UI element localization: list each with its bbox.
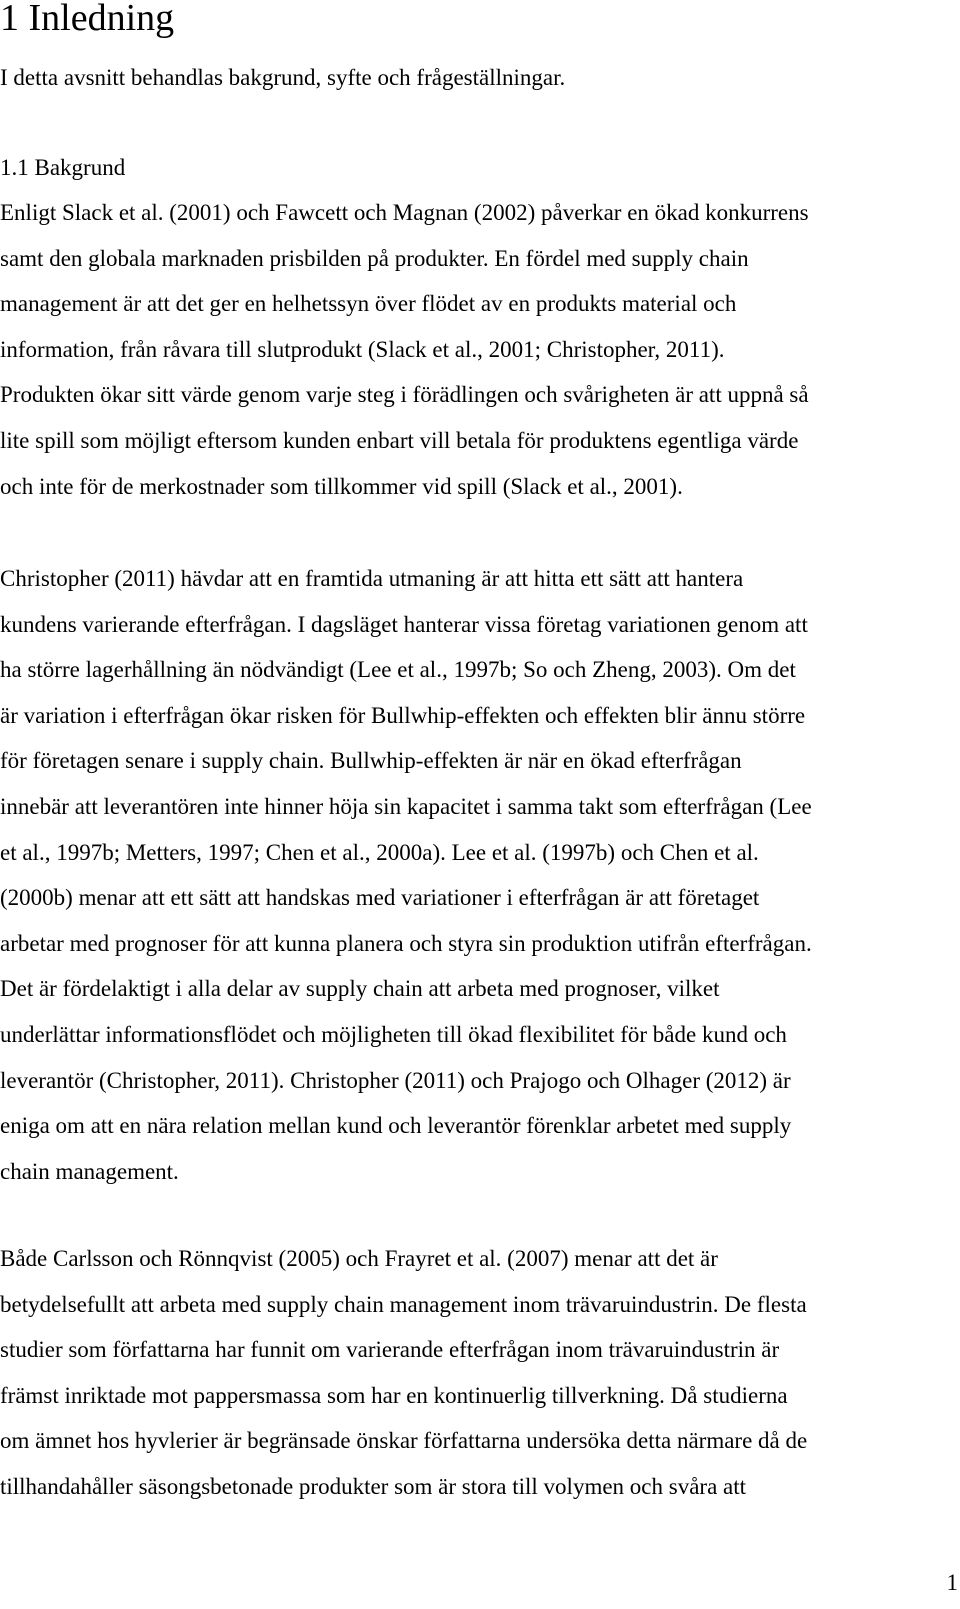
paragraph-line: information, från råvara till slutprodukt (Slack et al., 2001; Christopher, 2011). bbox=[0, 336, 725, 362]
paragraph-background bbox=[0, 190, 960, 509]
paragraph-line: underlättar informationsflödet och möjligheten till ökad flexibilitet för både kund och bbox=[0, 1021, 787, 1047]
paragraph-wood-industry bbox=[0, 1236, 960, 1510]
paragraph-line: et al., 1997b; Metters, 1997; Chen et al., 2000a). Lee et al. (1997b) och Chen et al. bbox=[0, 839, 759, 865]
paragraph-line: Enligt Slack et al. (2001) och Fawcett och Magnan (2002) påverkar en ökad konkurrens bbox=[0, 200, 809, 225]
paragraph-line: tillhandahåller säsongsbetonade produkter som är stora till volymen och svåra att bbox=[0, 1473, 747, 1499]
paragraph-demand-variation bbox=[0, 556, 960, 1194]
paragraph-line: är variation i efterfrågan ökar risken för Bullwhip-effekten och effekten blir ännu större bbox=[0, 702, 806, 728]
paragraph-line: Både Carlsson och Rönnqvist (2005) och Frayret et al. (2007) menar att det är bbox=[0, 1246, 718, 1271]
paragraph-line: Christopher (2011) hävdar att en framtida utmaning är att hitta ett sätt att hantera bbox=[0, 566, 744, 591]
paragraph-line: leverantör (Christopher, 2011). Christopher (2011) och Prajogo och Olhager (2012) är bbox=[0, 1067, 791, 1093]
chapter-title: 1 Inledning bbox=[0, 0, 175, 39]
paragraph-line: management är att det ger en helhetssyn över flödet av en produkts material och bbox=[0, 291, 737, 317]
paragraph-line: chain management. bbox=[0, 1158, 179, 1184]
paragraph-line: främst inriktade mot pappersmassa som har en kontinuerlig tillverkning. Då studierna bbox=[0, 1382, 788, 1408]
paragraph-line: lite spill som möjligt eftersom kunden enbart vill betala för produktens egentliga värde bbox=[0, 427, 799, 453]
paragraph-line: (2000b) menar att ett sätt att handskas med variationer i efterfrågan är att företaget bbox=[0, 885, 760, 911]
paragraph-line: och inte för de merkostnader som tillkommer vid spill (Slack et al., 2001). bbox=[0, 473, 683, 499]
chapter-intro: I detta avsnitt behandlas bakgrund, syfte och frågeställningar. bbox=[0, 65, 566, 90]
paragraph-line: ha större lagerhållning än nödvändigt (Lee et al., 1997b; So och Zheng, 2003). Om det bbox=[0, 657, 796, 683]
paragraph-line: kundens varierande efterfrågan. I dagsläget hanterar vissa företag variationen genom att bbox=[0, 611, 808, 637]
paragraph-line: om ämnet hos hyvlerier är begränsade önskar författarna undersöka detta närmare då de bbox=[0, 1428, 808, 1454]
paragraph-line: för företagen senare i supply chain. Bullwhip-effekten är när en ökad efterfrågan bbox=[0, 748, 742, 774]
paragraph-line: arbetar med prognoser för att kunna planera och styra sin produktion utifrån efterfrågan. bbox=[0, 930, 812, 956]
paragraph-line: Det är fördelaktigt i alla delar av supply chain att arbeta med prognoser, vilket bbox=[0, 976, 720, 1002]
paragraph-line: eniga om att en nära relation mellan kund och leverantör förenklar arbetet med supply bbox=[0, 1113, 792, 1139]
section-heading: 1.1 Bakgrund bbox=[0, 155, 126, 180]
page-number: 1 bbox=[946, 1570, 958, 1595]
paragraph-line: Produkten ökar sitt värde genom varje steg i förädlingen och svårigheten är att uppnå så bbox=[0, 382, 809, 408]
paragraph-line: innebär att leverantören inte hinner höja sin kapacitet i samma takt som efterfrågan (Lee bbox=[0, 793, 812, 819]
paragraph-line: samt den globala marknaden prisbilden på produkter. En fördel med supply chain bbox=[0, 245, 749, 271]
paragraph-line: studier som författarna har funnit om varierande efterfrågan inom trävaruindustrin är bbox=[0, 1337, 780, 1363]
paragraph-line: betydelsefullt att arbeta med supply chain management inom trävaruindustrin. De flesta bbox=[0, 1291, 807, 1317]
